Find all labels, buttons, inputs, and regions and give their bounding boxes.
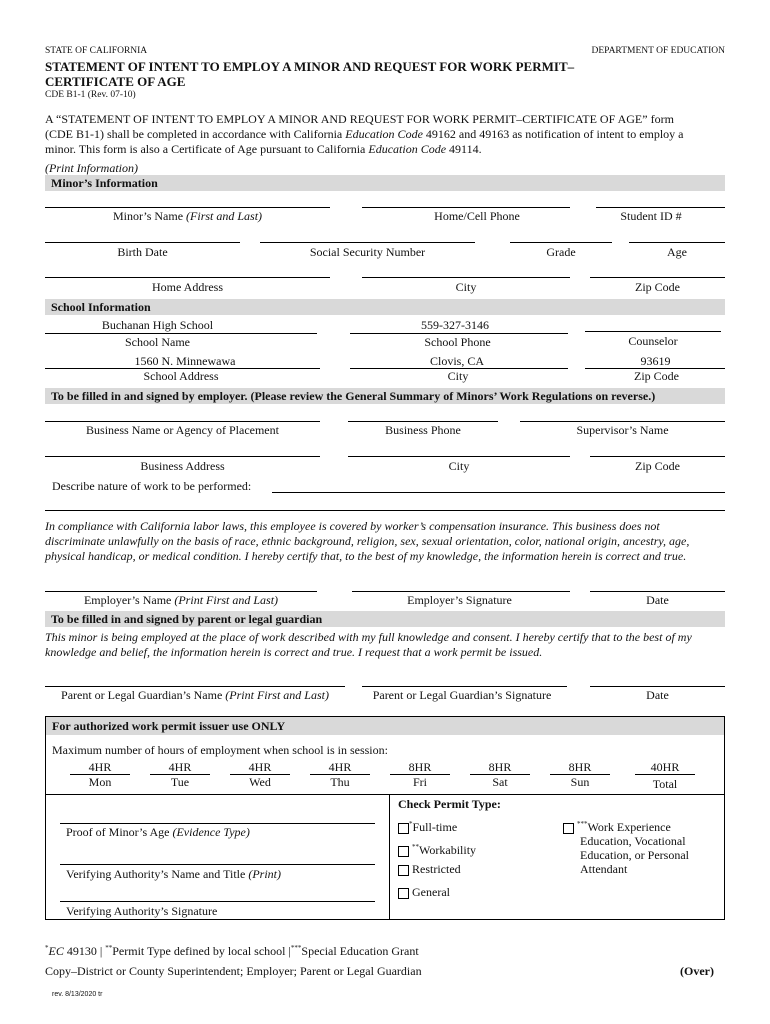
school-address-label: School Address xyxy=(143,369,219,383)
home-address-line[interactable] xyxy=(45,277,330,278)
home-zip-line[interactable] xyxy=(590,277,725,278)
grade-label: Grade xyxy=(546,245,576,259)
verifying-name-line[interactable] xyxy=(60,864,375,865)
workability-checkbox[interactable] xyxy=(398,846,409,857)
ssn-line[interactable] xyxy=(260,242,475,243)
restricted-label: Restricted xyxy=(412,862,461,876)
school-name-value[interactable]: Buchanan High School xyxy=(101,318,214,332)
business-address-label: Business Address xyxy=(140,459,225,473)
counselor-label: Counselor xyxy=(628,334,678,348)
hours-total[interactable]: 40HR xyxy=(635,760,695,775)
counselor-line[interactable] xyxy=(585,331,721,332)
employer-date-label: Date xyxy=(646,593,669,607)
verifying-name-label: Verifying Authority’s Name and Title (Print) xyxy=(66,867,281,881)
guardian-date-label: Date xyxy=(646,688,669,702)
intro-line2: (CDE B1-1) shall be completed in accordance with California Education Code 49162 and 49163 as notification of intent to employ a xyxy=(45,127,684,141)
school-zip-value[interactable]: 93619 xyxy=(640,354,671,368)
school-phone-label: School Phone xyxy=(424,335,491,349)
school-name-line xyxy=(45,333,317,334)
day-sun xyxy=(540,760,620,789)
verifying-signature-label: Verifying Authority’s Signature xyxy=(66,904,218,918)
age-line[interactable] xyxy=(629,242,725,243)
school-zip-label: Zip Code xyxy=(634,369,679,383)
employer-date-line[interactable] xyxy=(590,591,725,592)
home-city-label: City xyxy=(455,280,477,294)
guardian-signature-line[interactable] xyxy=(362,686,567,687)
minor-phone-label: Home/Cell Phone xyxy=(434,209,520,223)
minor-phone-line[interactable] xyxy=(362,207,570,208)
compliance-statement: In compliance with California labor laws, this employee is covered by worker’s compensation insurance. This business does not discriminate unlawfully on the basis of race, ethnic background, religion, sex, sexual orientation, color, national origin, ancestry, age, physical handicap, or medical condition. I hereby certify that, to the best of my knowledge, the information herein is correct and true. xyxy=(45,519,690,563)
hours-thu[interactable]: 4HR xyxy=(310,760,370,775)
school-phone-value[interactable]: 559-327-3146 xyxy=(421,318,489,332)
grade-line[interactable] xyxy=(510,242,612,243)
business-address-line[interactable] xyxy=(45,456,320,457)
student-id-label: Student ID # xyxy=(620,209,682,223)
max-hours-label: Maximum number of hours of employment when school is in session: xyxy=(52,743,388,757)
permit-workability-option[interactable]: **Workability xyxy=(398,840,476,857)
proof-age-line[interactable] xyxy=(60,823,375,824)
guardian-consent-statement: This minor is being employed at the place of work described with my full knowledge and consent. I hereby certify that to the best of my knowledge and belief, the information herein is correct and true. I request that a work permit be issued. xyxy=(45,630,692,659)
student-id-line[interactable] xyxy=(596,207,725,208)
minor-name-line[interactable] xyxy=(45,207,330,208)
hours-fri[interactable]: 8HR xyxy=(390,760,450,775)
verifying-signature-line[interactable] xyxy=(60,901,375,902)
work-experience-checkbox[interactable] xyxy=(563,823,574,834)
hours-grid xyxy=(60,760,700,794)
issuer-heading: For authorized work permit issuer use ONLY xyxy=(46,717,724,735)
day-wed xyxy=(220,760,300,789)
copy-distribution: Copy–District or County Superintendent; Employer; Parent or Legal Guardian xyxy=(45,964,422,978)
business-zip-label: Zip Code xyxy=(635,459,680,473)
hours-sat[interactable]: 8HR xyxy=(470,760,530,775)
ssn-label: Social Security Number xyxy=(309,245,426,259)
business-city-line[interactable] xyxy=(348,456,570,457)
permit-restricted-option[interactable] xyxy=(398,862,461,876)
school-name-label: School Name xyxy=(125,335,190,349)
state-header: STATE OF CALIFORNIA xyxy=(45,46,148,56)
business-name-line[interactable] xyxy=(45,421,320,422)
home-city-line[interactable] xyxy=(362,277,570,278)
supervisor-line[interactable] xyxy=(520,421,725,422)
day-mon xyxy=(60,760,140,789)
form-title-line2: CERTIFICATE OF AGE xyxy=(45,74,186,89)
business-phone-label: Business Phone xyxy=(385,423,461,437)
issuer-divider-vertical xyxy=(389,794,390,919)
form-code: CDE B1-1 (Rev. 07-10) xyxy=(45,90,136,100)
fulltime-label: Full-time xyxy=(412,820,458,834)
employer-signature-label: Employer’s Signature xyxy=(407,593,512,607)
birth-date-label: Birth Date xyxy=(117,245,168,259)
school-phone-line xyxy=(350,333,568,334)
business-city-label: City xyxy=(448,459,470,473)
age-label: Age xyxy=(667,245,687,259)
work-description-line-2[interactable] xyxy=(45,510,725,511)
form-title-line1: STATEMENT OF INTENT TO EMPLOY A MINOR AND REQUEST FOR WORK PERMIT– xyxy=(45,59,575,74)
over-indicator: (Over) xyxy=(680,964,714,978)
day-label-wed: Wed xyxy=(249,775,271,789)
permit-work-experience-option[interactable]: ***Work Experience Education, Vocational Education, or Personal Attendant xyxy=(563,817,723,876)
intro-paragraph xyxy=(45,112,735,157)
work-description-line[interactable] xyxy=(272,492,725,493)
day-label-thu: Thu xyxy=(330,775,350,789)
day-label-tue: Tue xyxy=(170,775,190,789)
permit-fulltime-option[interactable]: *Full-time xyxy=(398,817,457,834)
employer-name-label: Employer’s Name (Print First and Last) xyxy=(83,593,279,607)
intro-line1: A “STATEMENT OF INTENT TO EMPLOY A MINOR AND REQUEST FOR WORK PERMIT–CERTIFICATE OF AGE” form xyxy=(45,112,674,126)
permit-general-option[interactable] xyxy=(398,885,450,899)
day-tue xyxy=(140,760,220,789)
school-city-label: City xyxy=(447,369,469,383)
supervisor-label: Supervisor’s Name xyxy=(576,423,669,437)
employer-signature-line[interactable] xyxy=(352,591,570,592)
restricted-checkbox[interactable] xyxy=(398,865,409,876)
general-label: General xyxy=(412,885,450,899)
guardian-name-line[interactable] xyxy=(45,686,345,687)
birth-date-line[interactable] xyxy=(45,242,240,243)
intro-line3: minor. This form is also a Certificate of Age pursuant to California Education Code 49114. xyxy=(45,142,482,156)
fulltime-checkbox[interactable] xyxy=(398,823,409,834)
home-address-label: Home Address xyxy=(152,280,223,294)
day-label-fri: Fri xyxy=(412,775,427,789)
business-phone-line[interactable] xyxy=(348,421,498,422)
minor-info-heading: Minor’s Information xyxy=(45,175,725,191)
guardian-section-heading: To be filled in and signed by parent or legal guardian xyxy=(45,611,725,627)
school-info-heading: School Information xyxy=(45,299,725,315)
revision-note: rev. 8/13/2020 tr xyxy=(52,991,103,998)
day-total xyxy=(625,760,705,791)
hours-mon[interactable]: 4HR xyxy=(70,760,130,775)
guardian-name-label: Parent or Legal Guardian’s Name (Print First and Last) xyxy=(61,688,329,702)
print-information-note: (Print Information) xyxy=(45,161,138,175)
footnotes: *EC 49130 | **Permit Type defined by local school |***Special Education Grant xyxy=(45,944,419,958)
hours-tue[interactable]: 4HR xyxy=(150,760,210,775)
business-name-label: Business Name or Agency of Placement xyxy=(86,423,279,437)
minor-name-label: Minor’s Name (First and Last) xyxy=(112,209,263,223)
day-label-sat: Sat xyxy=(492,775,508,789)
home-zip-label: Zip Code xyxy=(635,280,680,294)
hours-sun[interactable]: 8HR xyxy=(550,760,610,775)
guardian-date-line[interactable] xyxy=(590,686,725,687)
day-sat xyxy=(460,760,540,789)
day-thu xyxy=(300,760,380,789)
department-header: DEPARTMENT OF EDUCATION xyxy=(591,46,725,56)
day-fri xyxy=(380,760,460,789)
check-permit-type-label: Check Permit Type: xyxy=(398,797,501,811)
school-address-value[interactable]: 1560 N. Minnewawa xyxy=(134,354,236,368)
business-zip-line[interactable] xyxy=(590,456,725,457)
day-label-total: Total xyxy=(652,777,678,791)
school-city-value[interactable]: Clovis, CA xyxy=(429,354,484,368)
employer-section-heading: To be filled in and signed by employer. (Please review the General Summary of Minors’ Work Regulations on reverse.) xyxy=(45,388,725,404)
issuer-divider-horizontal xyxy=(46,794,724,795)
proof-age-label: Proof of Minor’s Age (Evidence Type) xyxy=(66,825,250,839)
employer-name-line[interactable] xyxy=(45,591,317,592)
work-description-label: Describe nature of work to be performed: xyxy=(52,479,252,493)
general-checkbox[interactable] xyxy=(398,888,409,899)
day-label-sun: Sun xyxy=(570,775,590,789)
workability-label: Workability xyxy=(419,843,477,857)
day-label-mon: Mon xyxy=(88,775,112,789)
hours-wed[interactable]: 4HR xyxy=(230,760,290,775)
guardian-signature-label: Parent or Legal Guardian’s Signature xyxy=(372,688,552,702)
